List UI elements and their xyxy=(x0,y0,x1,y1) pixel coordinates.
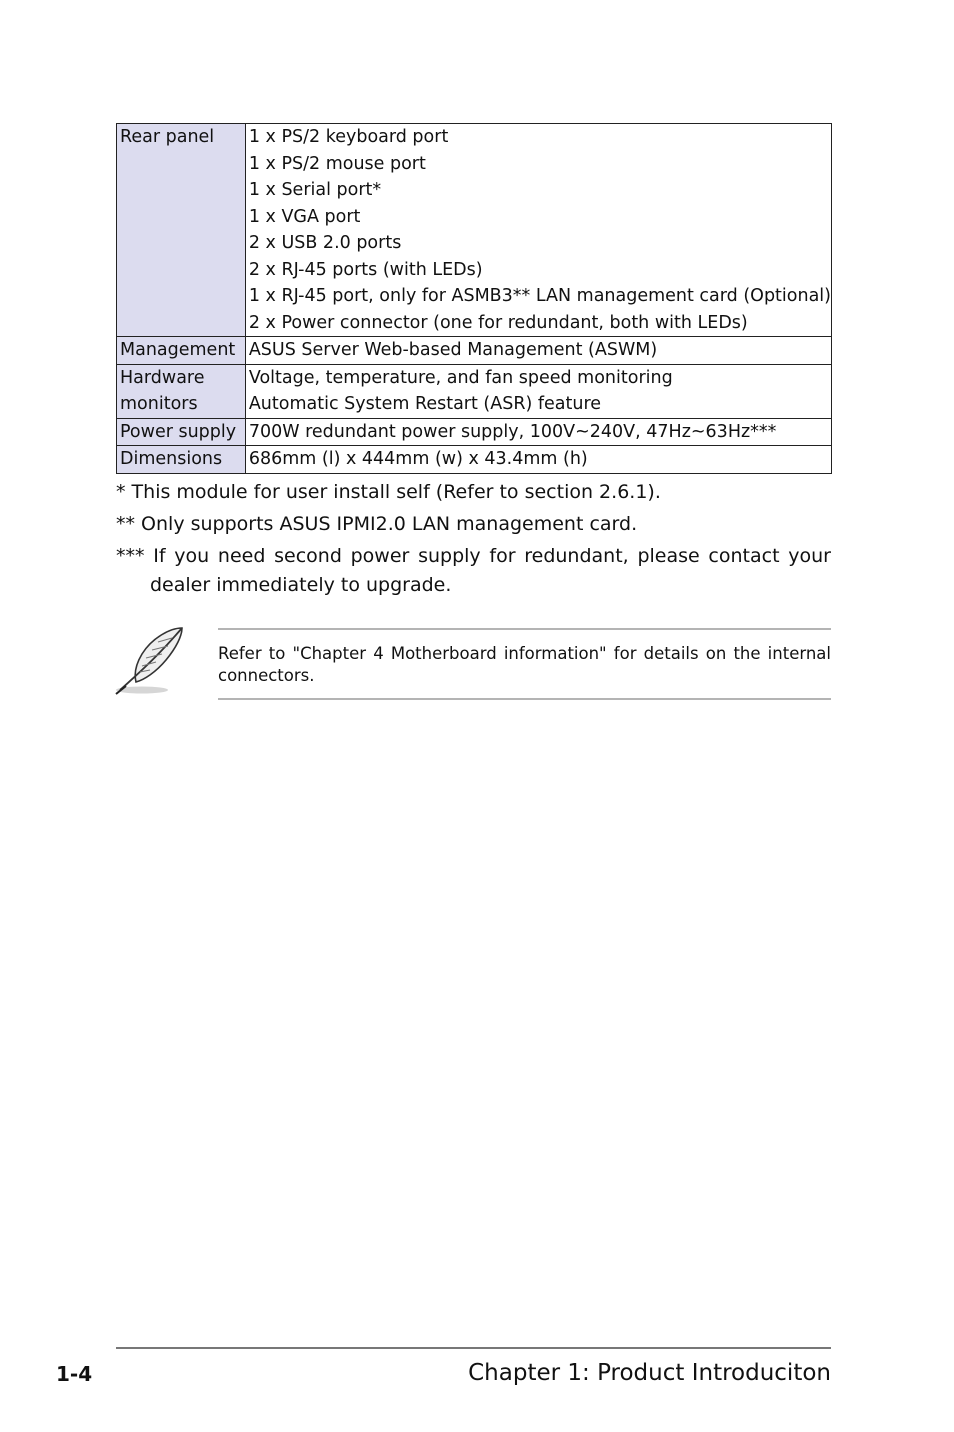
value-line: 2 x USB 2.0 ports xyxy=(248,233,402,253)
footnotes xyxy=(116,478,831,603)
spec-table xyxy=(116,123,832,474)
footnote: *** If you need second power supply for redundant, please contact your dealer immediately to upgrade. xyxy=(116,545,831,596)
footnote: * This module for user install self (Refer to section 2.6.1). xyxy=(116,481,661,503)
row-label-text: Management xyxy=(120,340,236,360)
row-value xyxy=(245,364,831,418)
value-line: 1 x VGA port xyxy=(248,206,361,227)
page-number: 1-4 xyxy=(56,1362,93,1386)
value-line: 700W redundant power supply, 100V~240V, 47Hz~63Hz*** xyxy=(248,421,777,442)
note-bottom-rule xyxy=(218,698,831,700)
row-value xyxy=(245,418,831,446)
value-line: ASUS Server Web-based Management (ASWM) xyxy=(248,340,658,360)
table-row xyxy=(117,337,832,365)
row-label xyxy=(117,364,246,418)
note-top-rule xyxy=(218,628,831,630)
value-line: 1 x RJ-45 port, only for ASMB3** LAN management card (Optional) xyxy=(248,286,831,306)
row-label xyxy=(117,418,246,446)
table-row xyxy=(117,124,832,337)
footnote: ** Only supports ASUS IPMI2.0 LAN management card. xyxy=(116,513,638,535)
value-line: Automatic System Restart (ASR) feature xyxy=(248,394,602,414)
footer-rule xyxy=(116,1347,831,1349)
row-label-text: Rear panel xyxy=(120,127,215,147)
row-value xyxy=(245,124,831,337)
note-text: Refer to "Chapter 4 Motherboard information" for details on the internal connectors. xyxy=(218,644,831,685)
feather-pen-icon xyxy=(112,624,190,696)
table-row xyxy=(117,364,832,418)
row-label-text: Hardware xyxy=(120,367,205,388)
value-line: Voltage, temperature, and fan speed monitoring xyxy=(248,367,673,388)
row-label-text: Power supply xyxy=(120,421,237,442)
value-line: 1 x PS/2 mouse port xyxy=(248,153,426,174)
value-line: 1 x PS/2 keyboard port xyxy=(248,127,449,147)
row-label-text: monitors xyxy=(120,394,198,414)
row-value xyxy=(245,446,831,474)
chapter-title: Chapter 1: Product Introduciton xyxy=(468,1360,831,1386)
row-value xyxy=(245,337,831,365)
table-row xyxy=(117,446,832,474)
row-label xyxy=(117,337,246,365)
table-row xyxy=(117,418,832,446)
value-line: 1 x Serial port* xyxy=(248,180,382,200)
value-line: 2 x RJ-45 ports (with LEDs) xyxy=(248,259,483,280)
row-label xyxy=(117,446,246,474)
value-line: 686mm (l) x 444mm (w) x 43.4mm (h) xyxy=(248,449,588,469)
row-label-text: Dimensions xyxy=(120,449,223,469)
value-line: 2 x Power connector (one for redundant, both with LEDs) xyxy=(248,312,748,333)
row-label xyxy=(117,124,246,337)
